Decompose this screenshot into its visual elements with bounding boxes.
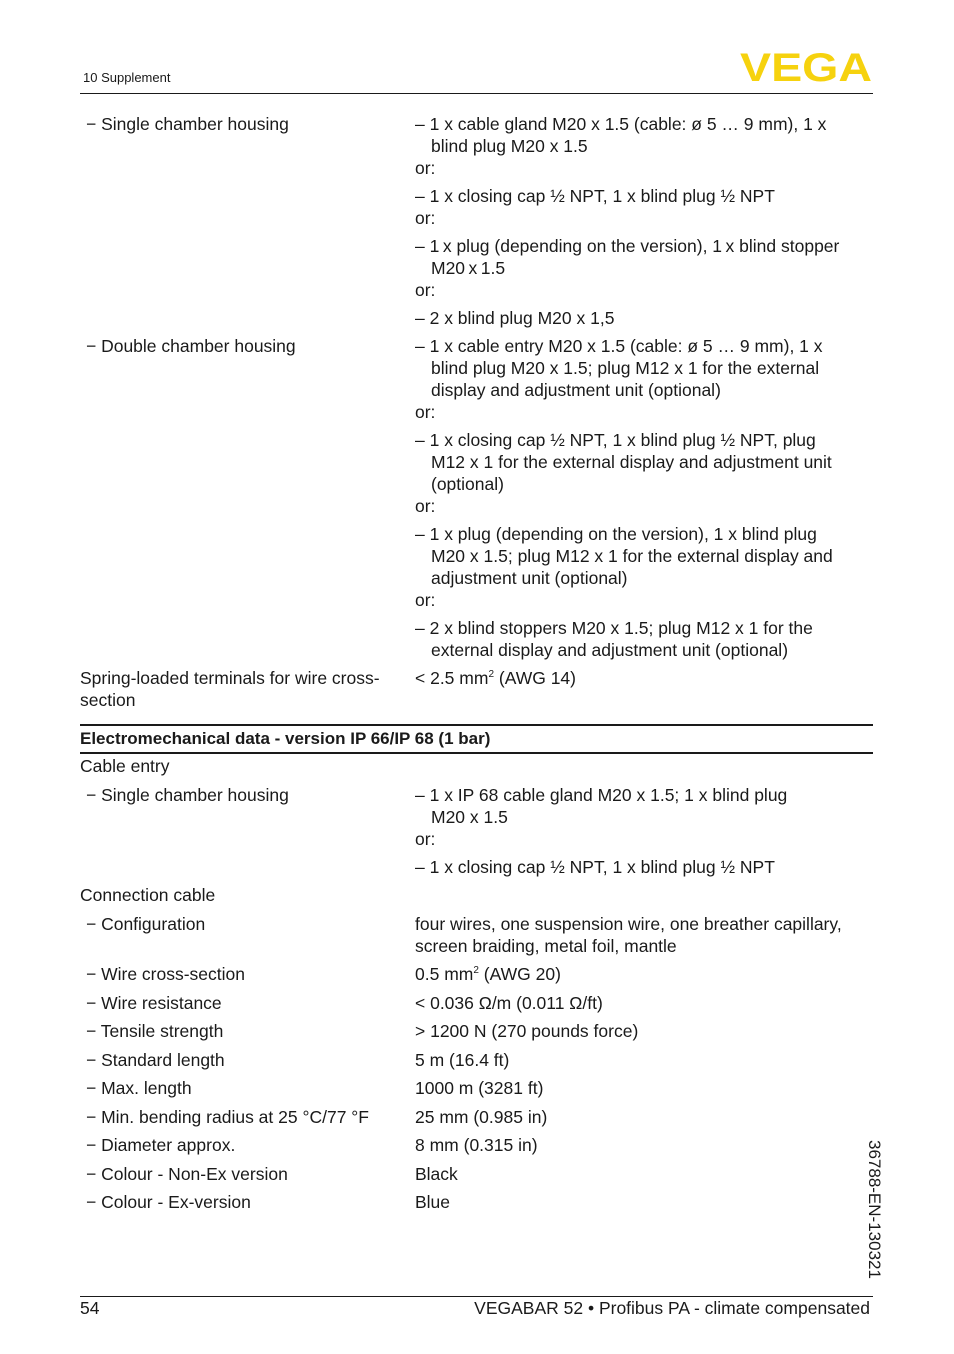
single-chamber-label: − Single chamber housing: [86, 114, 289, 134]
configuration-value-cont: screen braiding, metal foil, mantle: [415, 936, 677, 956]
spring-terminals-label: Spring-loaded terminals for wire cross-: [80, 668, 380, 688]
or-text: or:: [415, 590, 436, 610]
bending-radius-label: − Min. bending radius at 25 °C/77 °F: [86, 1107, 369, 1127]
footer-rule: [80, 1296, 873, 1297]
double-option-4-cont: external display and adjustment unit (optional): [431, 640, 789, 660]
single-option-1: – 1 x cable gland M20 x 1.5 (cable: ø 5 … 9 mm), 1 x: [415, 114, 827, 134]
double-option-3: – 1 x plug (depending on the version), 1 x blind plug: [415, 524, 817, 544]
svg-text:VEGA: VEGA: [740, 50, 872, 84]
bending-radius-value: 25 mm (0.985 in): [415, 1107, 548, 1127]
double-option-2-cont: M12 x 1 for the external display and adjustment unit: [431, 452, 832, 472]
double-option-3-cont: M20 x 1.5; plug M12 x 1 for the external display and: [431, 546, 833, 566]
wire-resistance-label: − Wire resistance: [86, 993, 222, 1013]
ip68-single-option-1: – 1 x IP 68 cable gland M20 x 1.5; 1 x blind plug: [415, 785, 788, 805]
colour-ex-label: − Colour - Ex-version: [86, 1192, 251, 1212]
configuration-label: − Configuration: [86, 914, 206, 934]
wire-cross-section-label: − Wire cross-section: [86, 964, 245, 984]
single-option-1-cont: blind plug M20 x 1.5: [431, 136, 588, 156]
or-text: or:: [415, 402, 436, 422]
ip68-single-option-1-cont: M20 x 1.5: [431, 807, 508, 827]
vega-logo: [740, 50, 872, 84]
or-text: or:: [415, 280, 436, 300]
double-option-2: – 1 x closing cap ½ NPT, 1 x blind plug ½ NPT, plug: [415, 430, 816, 450]
header-rule: [80, 93, 873, 94]
ip68-single-option-2: – 1 x closing cap ½ NPT, 1 x blind plug ½ NPT: [415, 857, 775, 877]
spring-terminals-label-cont: section: [80, 690, 136, 710]
section-rule-bottom: [80, 752, 873, 754]
tensile-strength-label: − Tensile strength: [86, 1021, 224, 1041]
section-title: Electromechanical data - version IP 66/IP 68 (1 bar): [80, 729, 491, 748]
wire-cross-section-value: 0.5 $mm^2$ (AWG 20): [415, 964, 561, 984]
max-length-value: 1000 m (3281 ft): [415, 1078, 544, 1098]
double-option-2-cont: (optional): [431, 474, 504, 494]
document-code: 36788-EN-130321: [865, 1140, 884, 1279]
or-text: or:: [415, 829, 436, 849]
section-header: 10 Supplement: [83, 70, 171, 85]
or-text: or:: [415, 208, 436, 228]
double-option-1: – 1 x cable entry M20 x 1.5 (cable: ø 5 … 9 mm), 1 x: [415, 336, 823, 356]
cable-entry-heading: Cable entry: [80, 756, 170, 776]
diameter-value: 8 mm (0.315 in): [415, 1135, 538, 1155]
spring-terminals-value: < 2.5 $mm^2$ (AWG 14): [415, 668, 576, 688]
footer-title: VEGABAR 52 • Profibus PA - climate compensated: [474, 1298, 870, 1318]
colour-non-ex-label: − Colour - Non-Ex version: [86, 1164, 288, 1184]
colour-non-ex-value: Black: [415, 1164, 458, 1184]
double-option-1-cont: display and adjustment unit (optional): [431, 380, 721, 400]
page-number: 54: [80, 1298, 100, 1318]
connection-cable-heading: Connection cable: [80, 885, 216, 905]
colour-ex-value: Blue: [415, 1192, 451, 1212]
or-text: or:: [415, 496, 436, 516]
double-option-1-cont: blind plug M20 x 1.5; plug M12 x 1 for the external: [431, 358, 820, 378]
single-option-2: – 1 x closing cap ½ NPT, 1 x blind plug ½ NPT: [415, 186, 775, 206]
double-option-3-cont: adjustment unit (optional): [431, 568, 628, 588]
tensile-strength-value: > 1200 N (270 pounds force): [415, 1021, 639, 1041]
standard-length-label: − Standard length: [86, 1050, 225, 1070]
or-text: or:: [415, 158, 436, 178]
single-option-3-cont: M20 x 1.5: [431, 258, 506, 278]
configuration-value: four wires, one suspension wire, one breather capillary,: [415, 914, 842, 934]
standard-length-value: 5 m (16.4 ft): [415, 1050, 510, 1070]
wire-resistance-value: < 0.036 Ω/m (0.011 Ω/ft): [415, 993, 603, 1013]
double-option-4: – 2 x blind stoppers M20 x 1.5; plug M12 x 1 for the: [415, 618, 813, 638]
double-chamber-label: − Double chamber housing: [86, 336, 296, 356]
single-option-3: – 1 x plug (depending on the version), 1 x blind stopper: [415, 236, 840, 256]
section-rule-top: [80, 724, 873, 726]
max-length-label: − Max. length: [86, 1078, 192, 1098]
diameter-label: − Diameter approx.: [86, 1135, 236, 1155]
ip68-single-chamber-label: − Single chamber housing: [86, 785, 289, 805]
single-option-4: – 2 x blind plug M20 x 1,5: [415, 308, 615, 328]
